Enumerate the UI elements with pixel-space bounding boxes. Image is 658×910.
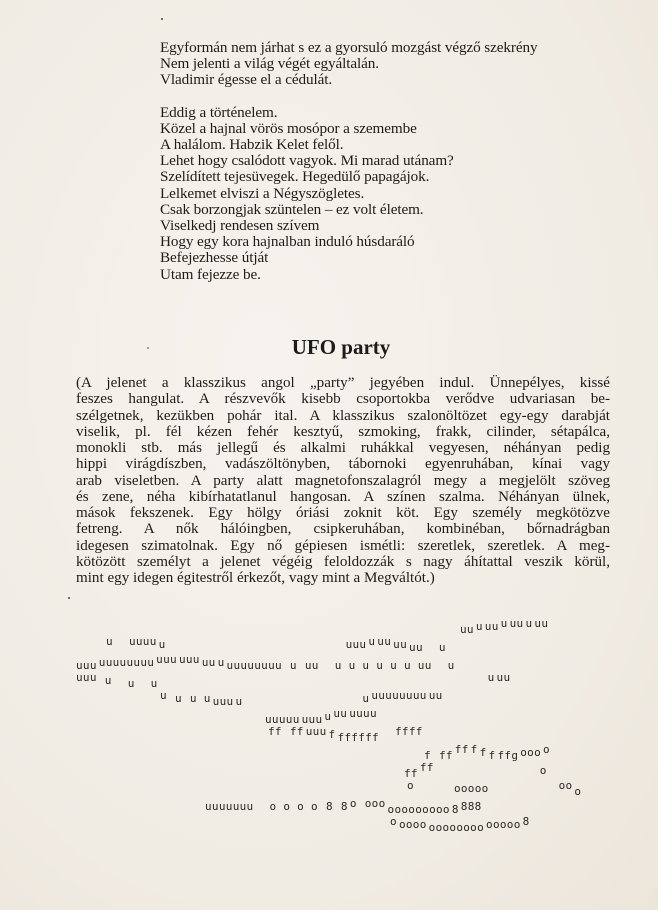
glyph-run: uuuuu [265,713,300,726]
glyph-run: u [127,677,135,690]
glyph-run: u [150,677,158,690]
concrete-row [60,762,650,780]
glyph-run: 8 [340,800,348,813]
glyph-run: f [479,746,487,759]
poem-line: Vladimir égesse el a cédulát. [160,71,333,89]
glyph-run: u [475,620,483,633]
glyph-run: f [328,728,336,741]
glyph-run: u [487,671,495,684]
stage-direction-line: mások fekszenek. Egy hölgy óriási zoknit köt. Egy személy megkötözve [76,505,610,521]
glyph-run: uu [333,707,348,720]
glyph-run: uuu [156,653,177,666]
glyph-run: ff [289,725,304,738]
glyph-run: u [235,695,243,708]
poem-line: Szelídített tejesüvegek. Hegedülő papagájok. [160,168,430,186]
glyph-run: uu [201,656,216,669]
glyph-run: uuuu [128,635,157,648]
concrete-row [60,672,650,690]
glyph-run: uu [377,635,392,648]
glyph-run: uuu [345,638,367,651]
glyph-run: ff [454,743,469,756]
glyph-run: uu [393,638,408,651]
glyph-run: uu [428,689,443,702]
glyph-run: o [349,797,357,810]
poem-line: Hogy egy kora hajnalban induló húsdaráló [160,233,415,251]
glyph-run: u [500,617,508,630]
concrete-row [60,618,650,636]
stage-direction-line: idegesen szimatolnak. Egy nő gépiesen ismétli: szeretlek, szeretlek. A meg- [76,537,610,554]
glyph-run: u [438,641,446,654]
glyph-run: ff [419,761,434,774]
glyph-run: o [574,785,582,798]
glyph-run: ffffff [337,731,379,744]
glyph-run: u u [189,692,211,705]
glyph-run: uuu [178,653,200,666]
section-title-text: UFO party [291,335,391,359]
stage-direction-line: viselik, pl. fél kézen fehér kesztyű, szmoking, frakk, cilinder, sétapálca, [76,423,610,440]
glyph-run: ff [438,749,453,762]
glyph-run: uuu [76,659,97,672]
glyph-run: ffg [497,749,519,762]
concrete-row [60,690,650,708]
glyph-run: u [106,635,113,648]
poem-line: Eddig a történelem. [160,103,278,121]
glyph-run: uuuuuuuu [226,659,282,672]
poem-line: Csak borzongjak szüntelen – ez volt életem. [160,200,424,218]
glyph-run: 888 [460,800,482,813]
glyph-run: u [368,635,376,648]
poem-line: Lehet hogy csalódott vagyok. Mi marad utánam? [160,152,454,170]
glyph-run: o [390,815,397,828]
glyph-run: ff [404,767,418,780]
glyph-run: u [217,656,225,669]
poem-line: Befejezhesse útját [160,249,269,267]
poem-stanza-2 [160,105,537,283]
glyph-run: u u u u u u uu [334,659,432,672]
glyph-run: 8 [451,803,459,816]
glyph-run: o o o o [269,800,318,813]
glyph-run: uuu [76,671,97,684]
glyph-run: oo [558,779,573,792]
poem-line: Egyformán nem járhat s ez a gyorsuló mozgást végző szekrény [160,39,538,56]
concrete-row [60,780,650,798]
glyph-run: o [539,764,547,777]
poem-line: Nem jelenti a világ végét egyáltalán. [160,55,379,73]
stage-direction-line: kötözött személyt a jelenet végéig feloldozzák s nagy áhítattal veszik körül, [76,553,610,570]
glyph-run: o [543,743,550,756]
glyph-run: ooooo [486,818,521,831]
stage-direction [76,375,610,586]
poem-line: A halálom. Habzik Kelet felől. [160,136,344,154]
concrete-row [60,654,650,672]
glyph-run: uu [534,617,549,630]
glyph-run: u [324,710,332,723]
poem-line: Lelkemet elviszi a Négyszögletes. [160,184,365,202]
glyph-run: u [174,692,182,705]
glyph-run: u [362,692,370,705]
glyph-run: uu [460,623,474,636]
stage-direction-line: monokli stb. más jellegű és alkalmi ruhákkal vegyesen, néhányan pedig [76,440,610,456]
poem [160,40,537,283]
poem-stanza-1 [160,40,537,89]
glyph-run: uu [509,617,524,630]
glyph-run: uuu [212,695,234,708]
glyph-run: oooo [398,818,427,831]
stage-direction-line: feszes hangulat. A részvevők kisebb csoportokba verődve udvariasan be- [76,391,610,408]
concrete-row [60,816,650,834]
stage-direction-line: fetreng. A nők hálóingben, csipkeruhában, kombinéban, bőrnadrágban [76,521,610,538]
glyph-run: ooooo [453,782,489,795]
concrete-row [60,726,650,744]
poem-line: Közel a hajnal vörös mosópor a szemembe [160,119,417,137]
glyph-run: ffff [394,725,423,738]
stage-direction-line: hippi virágdíszben, vadászöltönyben, tábornoki egyenruhában, kínai vagy [76,456,610,473]
poem-line: Utam fejezze be. [160,265,261,283]
concrete-row [60,636,650,654]
glyph-run: uu [496,671,511,684]
glyph-run: f [488,749,496,762]
glyph-run: uu [484,620,499,633]
glyph-run: u [160,689,167,702]
glyph-run: ff [268,725,282,738]
stage-direction-line: szélgetnek, kezükben pohár ital. A klasszikus szalonöltözet egy-egy darabját [76,407,610,424]
concrete-poem [60,618,650,834]
glyph-run: uuuu [349,707,377,720]
concrete-row [60,798,650,816]
concrete-row [60,744,650,762]
stage-direction-line: mint egy idegen égitestről érkezőt, vagy mint a Megváltót.) [76,570,435,586]
stage-direction-line: arab viseletben. A party alatt magnetofonszalagról megy a megjelölt szöveg [76,472,610,489]
glyph-run: uuuuuuuu [98,656,155,669]
stage-direction-line: és zene, néha kibírhatatlanul hangosan. A színen szalma. Néhányan ülnek, [76,488,610,505]
glyph-run: ooo [520,746,542,759]
section-title [0,335,658,360]
glyph-run: ooo [364,797,386,810]
glyph-run: f [470,743,478,756]
glyph-run: 8 [325,800,333,813]
glyph-run: u [158,638,166,651]
ink-speck [68,597,70,599]
glyph-run: uu [409,641,423,654]
ink-speck [161,18,163,20]
glyph-run: uuuuuuuu [371,689,427,702]
glyph-run: uuu [301,713,323,726]
glyph-run: uuuuuuu [205,800,254,813]
glyph-run: u [104,674,112,687]
glyph-run: u [525,617,533,630]
glyph-run: oooooooo [428,821,485,834]
glyph-run: uuu [305,725,327,738]
glyph-run: 8 [522,815,530,828]
glyph-run: o [407,779,414,792]
glyph-run: ooooooooo [387,803,450,816]
concrete-row [60,708,650,726]
glyph-run: u [447,659,455,672]
glyph-run: uu [304,659,319,672]
glyph-run: u [289,659,297,672]
poem-line: Viselkedj rendesen szívem [160,217,320,235]
glyph-run: f [424,749,431,762]
stage-direction-line: (A jelenet a klasszikus angol „party” jegyében indul. Ünnepélyes, kissé [76,375,610,391]
